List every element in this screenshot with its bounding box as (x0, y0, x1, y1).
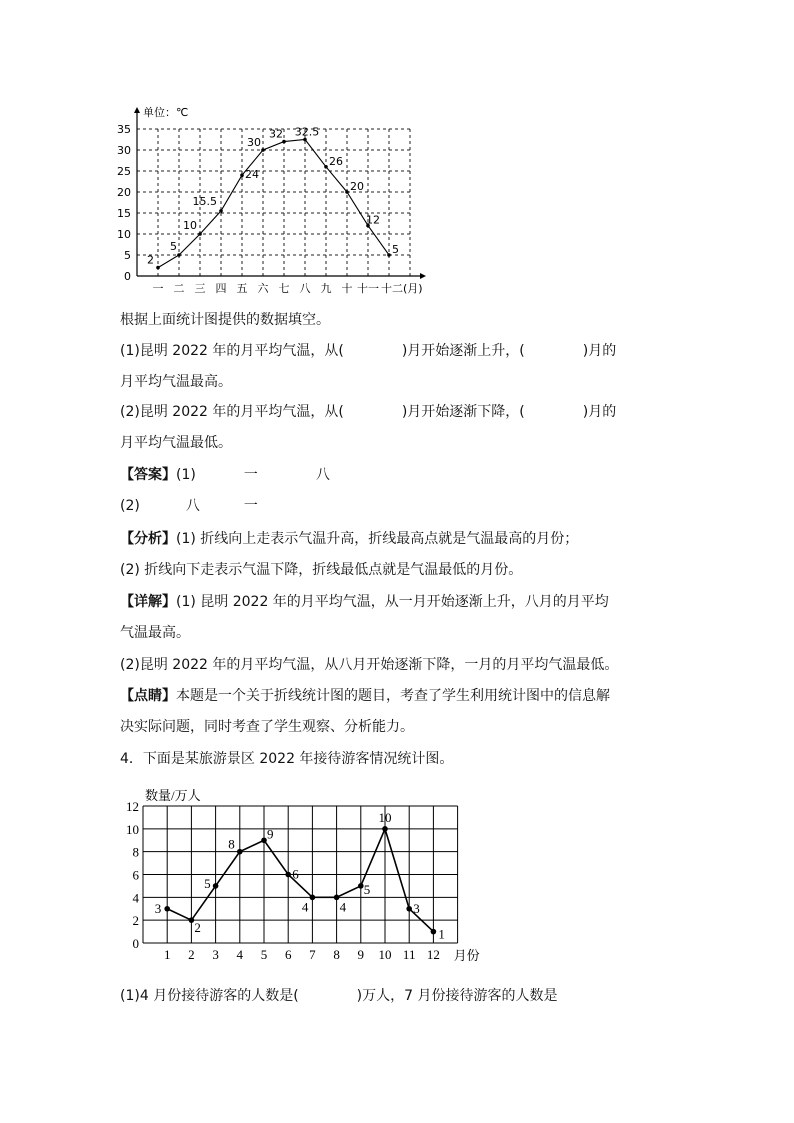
y-tick-label: 0 (132, 936, 139, 951)
question-2-line-a: (2)昆明 2022 年的月平均气温，从( )月开始逐渐下降，( )月的 (120, 404, 617, 420)
detail-line-3: (2)昆明 2022 年的月平均气温，从八月开始逐渐下降，一月的月平均气温最低。 (120, 657, 619, 673)
x-tick-label: 7 (309, 947, 316, 962)
analysis-line-1: 【分析】(1) 折线向上走表示气温升高，折线最高点就是气温最高的月份； (120, 531, 579, 547)
x-tick-label: 11 (402, 947, 416, 962)
answer-tag: 【答案】 (120, 467, 176, 483)
data-point (261, 837, 267, 843)
question-1-line-b: 月平均气温最高。 (120, 374, 232, 390)
data-point (156, 266, 160, 270)
data-label: 4 (339, 899, 347, 915)
question-2-line-b: 月平均气温最低。 (120, 435, 232, 451)
y-tick-label: 2 (132, 913, 139, 929)
x-tick-label: 十 (341, 282, 353, 295)
y-tick-label: 25 (117, 165, 131, 178)
y-axis-unit-label: 单位：℃ (143, 106, 189, 119)
question-4-title: 4．下面是某旅游景区 2022 年接待游客情况统计图。 (120, 751, 454, 767)
data-point (382, 826, 388, 832)
point-tag: 【点睛】 (120, 688, 176, 704)
answer-1b: 八 (315, 467, 330, 483)
answer-1a: 一 (243, 467, 258, 483)
x-tick-label: 八 (299, 282, 311, 295)
temperature-line-chart (110, 98, 450, 298)
data-point (198, 232, 202, 236)
y-tick-label: 10 (117, 228, 131, 241)
data-label: 5 (392, 243, 399, 256)
y-tick-label: 5 (124, 249, 131, 262)
x-tick-label: 五 (236, 282, 248, 295)
answer-line-1: 【答案】(1) 一 八 (120, 467, 330, 483)
point-line-2: 决实际问题，同时考查了学生观察、分析能力。 (120, 719, 414, 735)
intro-text: 根据上面统计图提供的数据填空。 (120, 312, 330, 328)
x-tick-label: 12 (426, 947, 440, 962)
data-label: 4 (301, 899, 309, 915)
data-label: 30 (247, 136, 261, 149)
data-label: 15.5 (192, 194, 217, 208)
y-axis-label: 数量/万人 (145, 788, 201, 803)
detail-line-2: 气温最高。 (120, 625, 190, 641)
x-tick-label: 2 (188, 947, 195, 962)
data-point (219, 209, 223, 213)
x-tick-label: 5 (260, 947, 268, 962)
data-label: 10 (378, 809, 392, 825)
x-tick-label: 二 (173, 282, 185, 295)
y-tick-label: 15 (117, 207, 131, 220)
y-tick-label: 12 (126, 799, 139, 814)
data-point (261, 148, 265, 152)
data-point (237, 849, 243, 855)
y-tick-label: 20 (117, 186, 131, 199)
data-label: 20 (350, 180, 364, 193)
data-label: 32 (269, 127, 283, 141)
tourist-line-chart (118, 782, 488, 968)
answer-2b: 一 (243, 498, 258, 514)
data-point (310, 895, 316, 901)
data-point (358, 883, 364, 889)
data-label: 2 (194, 920, 201, 936)
data-label: 10 (183, 219, 197, 232)
data-label: 2 (147, 253, 154, 267)
data-label: 3 (154, 900, 162, 916)
x-tick-label: 十二(月) (381, 282, 423, 295)
question-1-line-a: (1)昆明 2022 年的月平均气温，从( )月开始逐渐上升，( )月的 (120, 343, 617, 359)
y-tick-label: 30 (117, 144, 131, 157)
x-tick-label: 10 (378, 947, 392, 962)
analysis-line-2: (2) 折线向下走表示气温下降，折线最低点就是气温最低的月份。 (120, 562, 523, 578)
data-point (177, 253, 181, 257)
data-label: 6 (292, 866, 299, 882)
data-label: 9 (267, 826, 274, 842)
data-point (285, 872, 291, 878)
data-label: 8 (228, 836, 235, 852)
answer-line-2: (2) 八 一 (120, 498, 258, 514)
y-tick-label: 6 (132, 867, 139, 883)
y-tick-label: 35 (117, 123, 131, 136)
data-point (164, 906, 170, 912)
data-label: 26 (329, 154, 343, 168)
x-tick-label: 十一 (357, 282, 379, 295)
data-point (189, 917, 195, 923)
x-tick-label: 8 (333, 947, 340, 962)
detail-tag: 【详解】 (120, 594, 176, 610)
x-tick-label: 六 (257, 282, 269, 295)
data-point (431, 929, 437, 935)
data-label: 1 (438, 926, 445, 942)
data-point (387, 253, 391, 257)
x-tick-label: 9 (357, 947, 365, 962)
data-point (240, 173, 244, 177)
x-tick-label: 4 (236, 947, 244, 962)
data-label: 5 (363, 881, 371, 897)
x-tick-label: 三 (194, 282, 206, 295)
x-tick-label: 七 (278, 282, 290, 295)
data-point (345, 190, 349, 194)
data-label: 24 (245, 168, 259, 182)
y-tick-label: 10 (126, 821, 139, 837)
analysis-tag: 【分析】 (120, 531, 176, 547)
point-line-1: 【点睛】本题是一个关于折线统计图的题目，考查了学生利用统计图中的信息解 (120, 688, 610, 704)
data-point (334, 895, 340, 901)
y-tick-label: 4 (132, 890, 139, 906)
data-label: 5 (170, 240, 177, 253)
data-point (213, 883, 219, 889)
x-axis-label: 月份 (453, 948, 480, 963)
data-label: 12 (366, 213, 380, 227)
data-point (406, 906, 412, 912)
x-tick-label: 一 (152, 282, 164, 295)
y-tick-label: 8 (132, 844, 139, 860)
answer-2a: 八 (185, 498, 200, 514)
x-tick-label: 6 (284, 947, 292, 962)
x-tick-label: 1 (163, 947, 171, 962)
data-label: 32.5 (294, 125, 320, 139)
x-tick-label: 九 (320, 282, 332, 295)
data-label: 3 (413, 900, 420, 916)
question-4-1-line: (1)4 月份接待游客的人数是( )万人，7 月份接待游客的人数是 (120, 988, 558, 1004)
detail-line-1: 【详解】(1) 昆明 2022 年的月平均气温，从一月开始逐渐上升，八月的月平均 (120, 594, 609, 610)
x-tick-label: 3 (212, 947, 219, 962)
y-axis-arrow (134, 107, 140, 113)
data-label: 5 (204, 875, 211, 891)
x-axis-arrow (420, 273, 426, 279)
y-tick-label: 0 (124, 270, 131, 283)
data-point (324, 165, 328, 169)
x-tick-label: 四 (215, 282, 227, 295)
